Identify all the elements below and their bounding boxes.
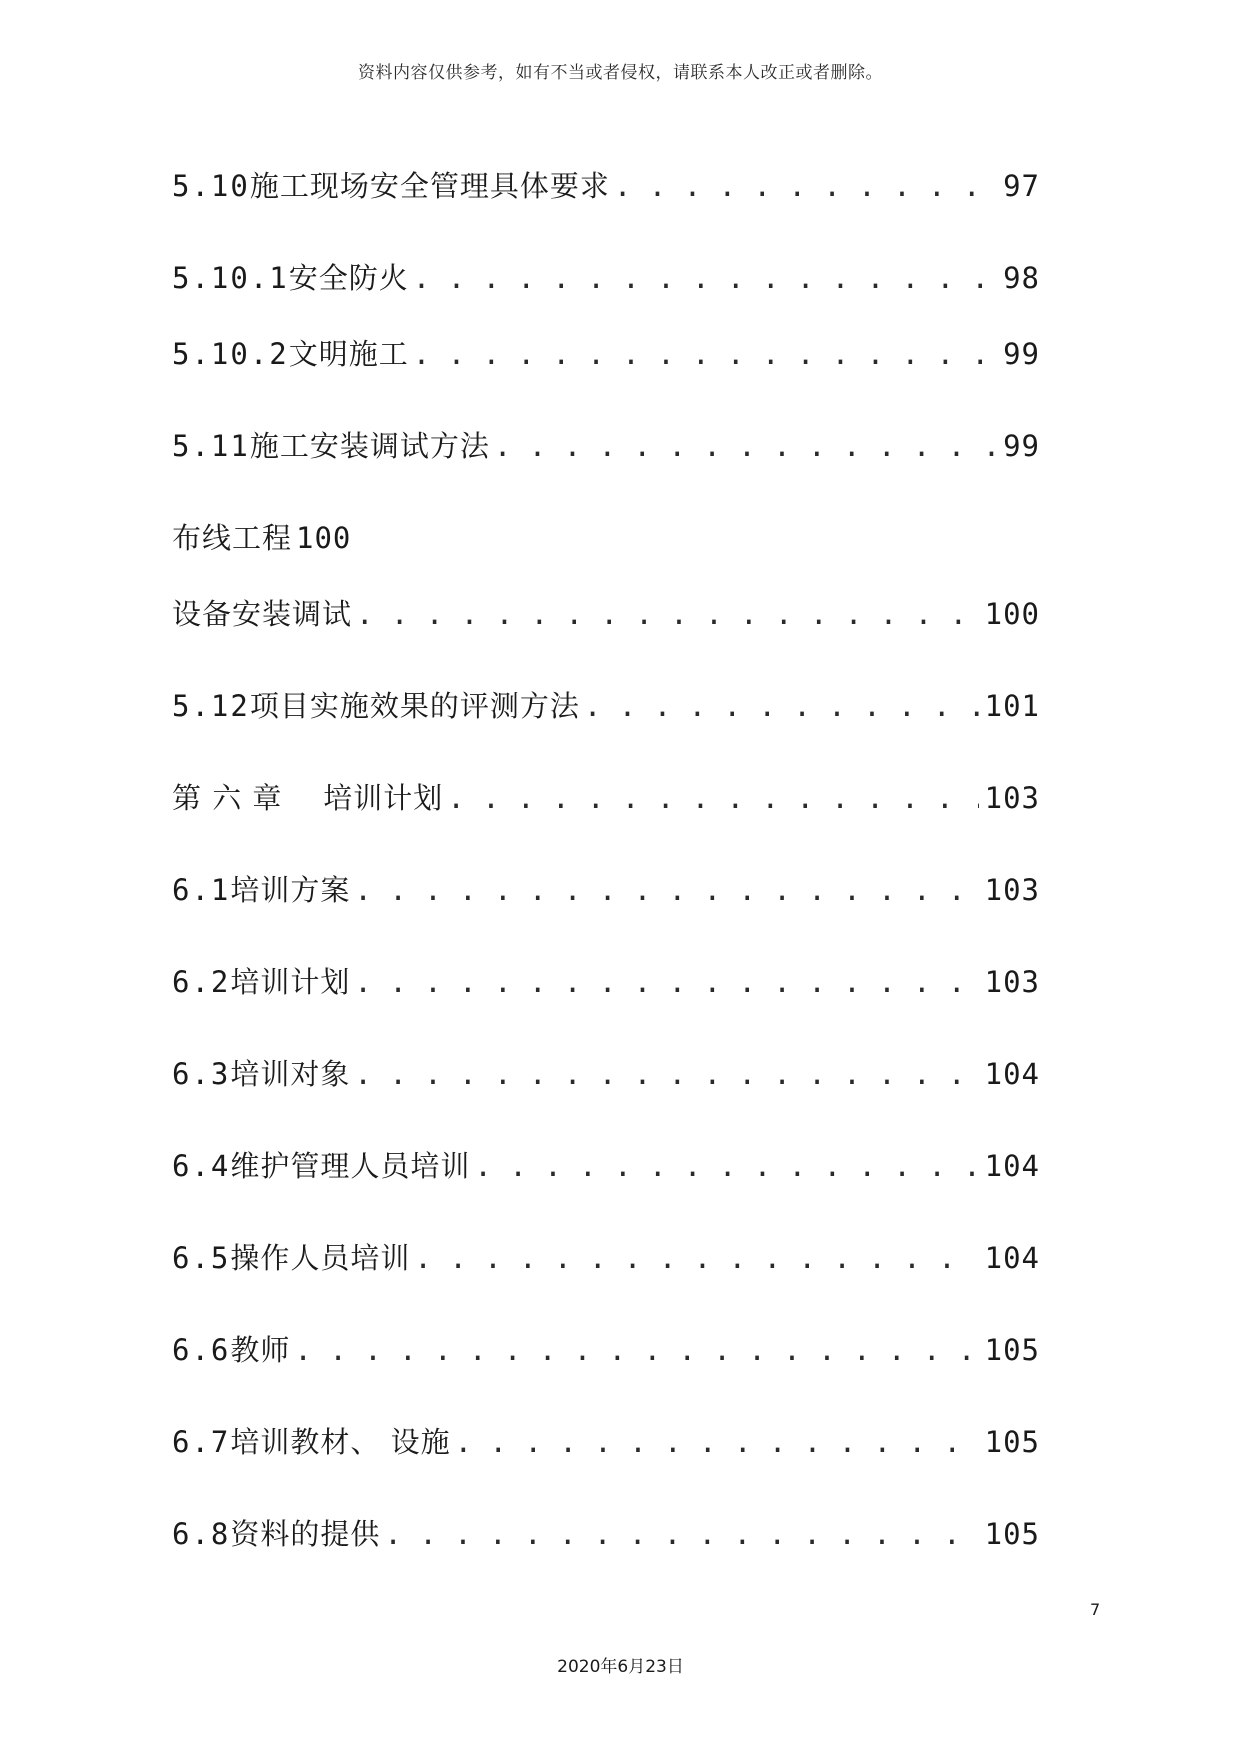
toc-entry-6-5[interactable] bbox=[172, 1240, 1040, 1276]
toc-entry-6-3[interactable] bbox=[172, 1056, 1040, 1092]
toc-entry-number: 5.10.1 bbox=[172, 261, 289, 295]
toc-entry-number: 5.12 bbox=[172, 689, 250, 723]
toc-entry-wiring[interactable] bbox=[172, 520, 351, 556]
toc-entry-page: 98 bbox=[1003, 261, 1040, 295]
toc-entry-number: 5.11 bbox=[172, 429, 250, 463]
dot-leader bbox=[354, 872, 978, 908]
dot-leader bbox=[356, 596, 979, 632]
toc-entry-title: 设备安装调试 bbox=[172, 597, 353, 631]
toc-entry-page: 105 bbox=[984, 1333, 1040, 1367]
toc-entry-6-6[interactable] bbox=[172, 1332, 1040, 1368]
toc-entry-title: 施工现场安全管理具体要求 bbox=[249, 169, 610, 203]
toc-entry-title: 教师 bbox=[230, 1333, 291, 1367]
toc-entry-number: 6.5 bbox=[172, 1241, 231, 1275]
dot-leader bbox=[614, 168, 997, 204]
toc-entry-title: 第 六 章 培训计划 bbox=[172, 781, 444, 815]
toc-entry-number: 6.4 bbox=[172, 1149, 231, 1183]
toc-entry-5-10-2[interactable] bbox=[172, 336, 1040, 372]
toc-entry-title: 培训教材、 设施 bbox=[230, 1425, 451, 1459]
toc-entry-number: 6.3 bbox=[172, 1057, 231, 1091]
toc-entry-number: 6.6 bbox=[172, 1333, 231, 1367]
toc-entry-5-11[interactable] bbox=[172, 428, 1040, 464]
toc-entry-title: 安全防火 bbox=[288, 261, 409, 295]
dot-leader bbox=[474, 1148, 978, 1184]
dot-leader bbox=[455, 1424, 979, 1460]
toc-entry-page: 104 bbox=[984, 1057, 1040, 1091]
toc-entry-page: 103 bbox=[984, 873, 1040, 907]
toc-entry-title: 维护管理人员培训 bbox=[230, 1149, 471, 1183]
toc-entry-title: 培训对象 bbox=[230, 1057, 351, 1091]
toc-entry-page: 104 bbox=[984, 1241, 1040, 1275]
toc-entry-number: 5.10 bbox=[172, 169, 250, 203]
toc-entry-page: 105 bbox=[984, 1425, 1040, 1459]
toc-entry-title: 项目实施效果的评测方法 bbox=[249, 689, 580, 723]
dot-leader bbox=[354, 964, 978, 1000]
dot-leader bbox=[584, 688, 979, 724]
toc-entry-title: 布线工程 bbox=[172, 521, 293, 555]
toc-entry-6-8[interactable] bbox=[172, 1516, 1040, 1552]
toc-entry-5-10-1[interactable] bbox=[172, 260, 1040, 296]
toc-entry-page: 99 bbox=[1003, 429, 1040, 463]
toc-entry-6-2[interactable] bbox=[172, 964, 1040, 1000]
toc-entry-page: 103 bbox=[984, 965, 1040, 999]
dot-leader bbox=[384, 1516, 978, 1552]
toc-entry-number: 6.2 bbox=[172, 965, 231, 999]
toc-entry-title: 操作人员培训 bbox=[230, 1241, 411, 1275]
toc-entry-number: 6.8 bbox=[172, 1517, 231, 1551]
toc-entry-page: 104 bbox=[984, 1149, 1040, 1183]
toc-entry-number: 6.1 bbox=[172, 873, 231, 907]
dot-leader bbox=[413, 260, 997, 296]
toc-entry-page: 101 bbox=[984, 689, 1040, 723]
toc-entry-6-4[interactable] bbox=[172, 1148, 1040, 1184]
toc-entry-page: 100 bbox=[984, 597, 1040, 631]
toc-entry-chapter-6[interactable] bbox=[172, 780, 1040, 816]
toc-entry-page: 100 bbox=[296, 521, 352, 555]
toc-entry-title: 培训方案 bbox=[230, 873, 351, 907]
toc-entry-page: 105 bbox=[984, 1517, 1040, 1551]
toc-entry-page: 97 bbox=[1003, 169, 1040, 203]
toc-entry-5-12[interactable] bbox=[172, 688, 1040, 724]
toc-entry-number: 5.10.2 bbox=[172, 337, 289, 371]
dot-leader bbox=[447, 780, 978, 816]
page-number: 7 bbox=[1090, 1600, 1101, 1619]
toc-entry-title: 资料的提供 bbox=[230, 1517, 381, 1551]
dot-leader bbox=[354, 1056, 978, 1092]
toc-entry-6-7[interactable] bbox=[172, 1424, 1040, 1460]
toc-entry-page: 103 bbox=[984, 781, 1040, 815]
toc-entry-6-1[interactable] bbox=[172, 872, 1040, 908]
toc-entry-title: 施工安装调试方法 bbox=[249, 429, 490, 463]
toc-entry-title: 培训计划 bbox=[230, 965, 351, 999]
toc-entry-title: 文明施工 bbox=[288, 337, 409, 371]
dot-leader bbox=[294, 1332, 978, 1368]
header-disclaimer: 资料内容仅供参考，如有不当或者侵权，请联系本人改正或者删除。 bbox=[358, 63, 883, 83]
dot-leader bbox=[494, 428, 997, 464]
dot-leader bbox=[413, 336, 997, 372]
toc-entry-page: 99 bbox=[1003, 337, 1040, 371]
toc-entry-number: 6.7 bbox=[172, 1425, 231, 1459]
footer-date: 2020年6月23日 bbox=[557, 1657, 684, 1677]
dot-leader bbox=[414, 1240, 978, 1276]
toc-entry-equipment-install[interactable] bbox=[172, 596, 1040, 632]
toc-entry-5-10[interactable] bbox=[172, 168, 1040, 204]
